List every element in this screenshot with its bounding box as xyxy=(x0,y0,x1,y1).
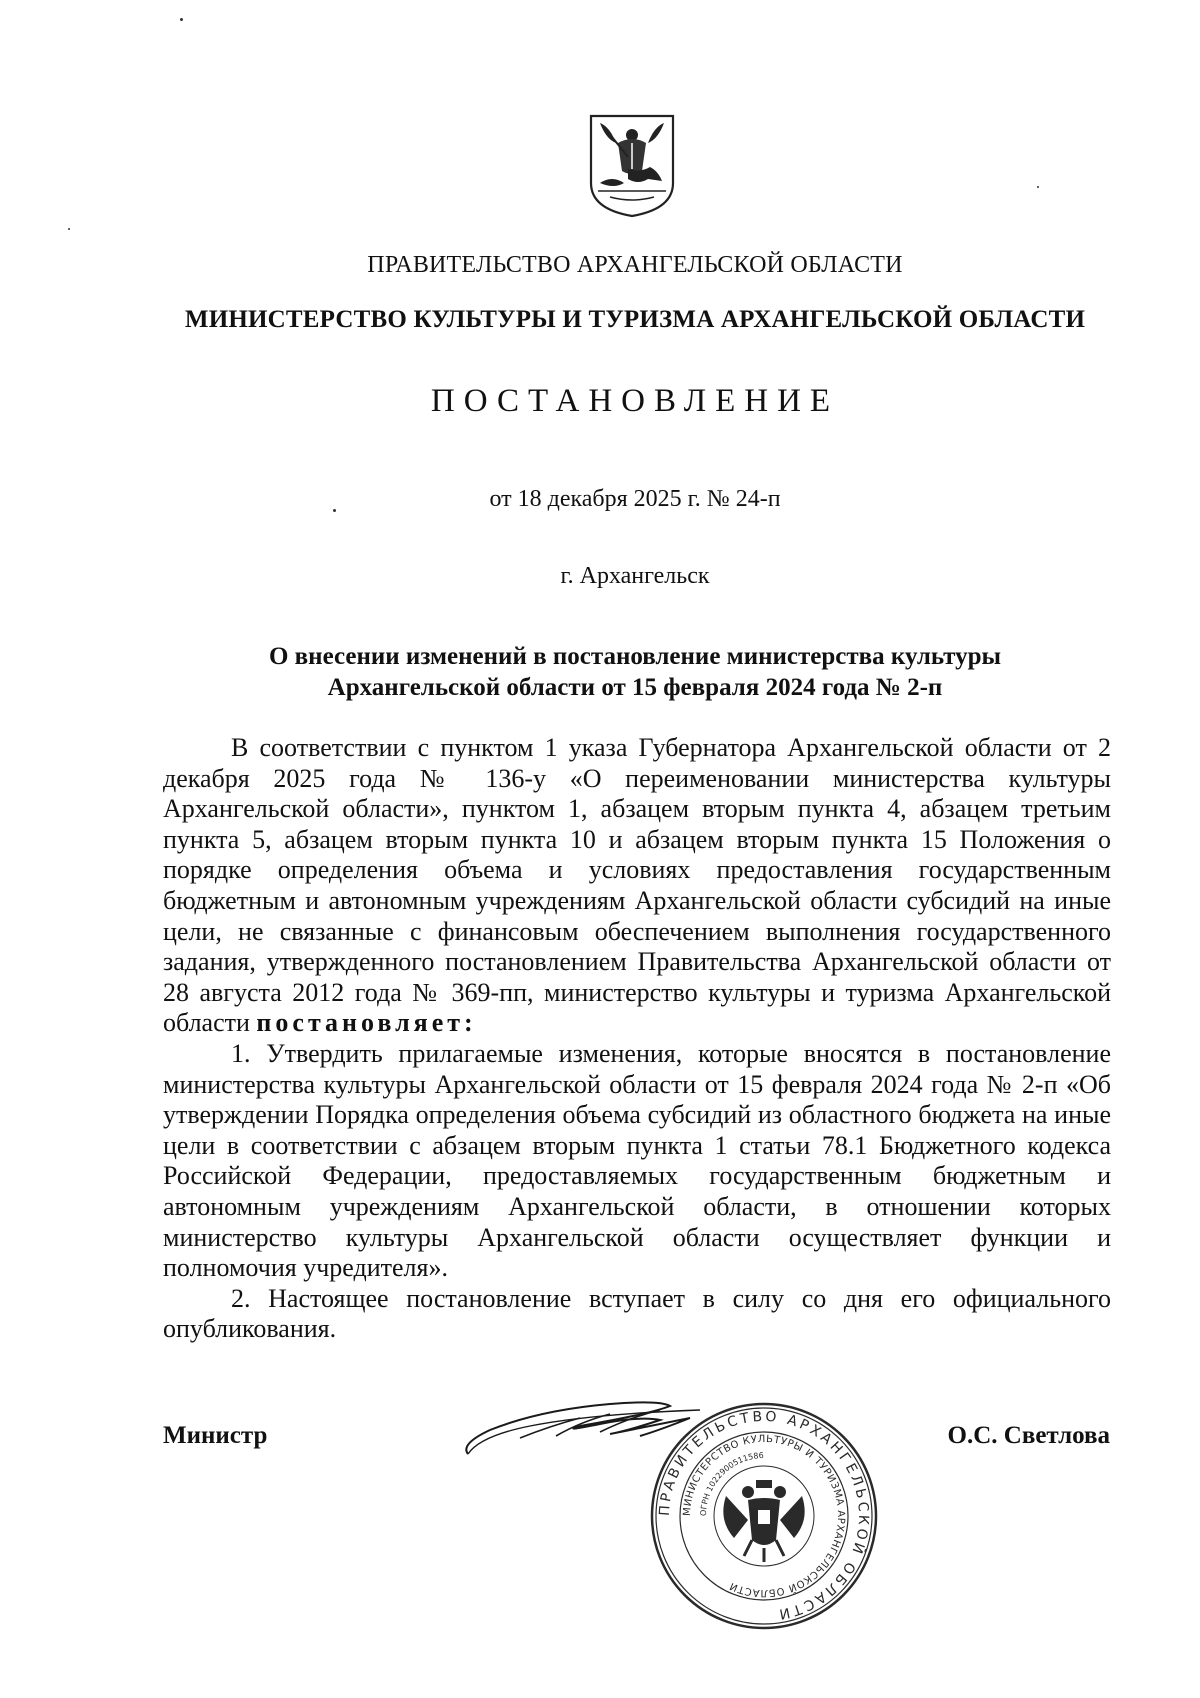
document-title-line-1: О внесении изменений в постановление министерства культуры xyxy=(268,643,1002,670)
preamble-paragraph xyxy=(163,733,1111,1039)
coat-of-arms-icon xyxy=(588,113,676,219)
item-1-paragraph: 1. Утвердить прилагаемые изменения, которые вносятся в постановление министерства культуры Архангельской области от 15 февраля 2024 года № 2-п «Об утверждении Порядка определения объема субсидий из областного бюджета на иные цели в соответствии с абзацем вторым пункта 1 статьи 78.1 Бюджетного кодекса Российской Федерации, предоставляемых государственным бюджетным и автономным учреждениям Архангельской области, в отношении которых министерство культуры Архангельской области осуществляет функции и полномочия учредителя». xyxy=(163,1038,1111,1283)
decree-colon: : xyxy=(464,1008,473,1038)
ministry-name: МИНИСТЕРСТВО КУЛЬТУРЫ И ТУРИЗМА АРХАНГЕЛЬСКОЙ ОБЛАСТИ xyxy=(184,306,1086,333)
document-type: ПОСТАНОВЛЕНИЕ xyxy=(430,383,840,419)
seal-inner-text: МИНИСТЕРСТВО КУЛЬТУРЫ И ТУРИЗМА АРХАНГЕЛЬСКОЙ ОБЛАСТИ xyxy=(681,1433,847,1599)
seal-outer-text: ПРАВИТЕЛЬСТВО АРХАНГЕЛЬСКОЙ ОБЛАСТИ xyxy=(656,1408,872,1623)
item-2-paragraph: 2. Настоящее постановление вступает в силу со дня его официального опубликования. xyxy=(163,1283,1111,1344)
scan-speck xyxy=(1037,186,1039,188)
official-seal xyxy=(648,1400,880,1632)
signatory-position: Министр xyxy=(163,1422,268,1449)
document-city: г. Архангельск xyxy=(560,563,710,589)
document-title-line-2: Архангельской области от 15 февраля 2024 года № 2-п xyxy=(327,674,943,701)
scan-speck xyxy=(333,509,336,512)
signatory-name: О.С. Светлова xyxy=(947,1422,1110,1449)
scan-speck xyxy=(68,228,70,230)
seal-code-text: ОГРН 1022900511586 xyxy=(698,1450,764,1517)
preamble-text: В соответствии с пунктом 1 указа Губернатора Архангельской области от 2 декабря 2025 года № 136-у «О переименовании министерства культуры Архангельской области», пунктом 1, абзацем вторым пункта 4, абзацем третьим пункта 5, абзацем вторым пункта 10 и абзацем вторым пункта 15 Положения о порядке определения объема и условиях предоставления государственным бюджетным и автономным учреждениям Архангельской области субсидий на иные цели, не связанные с финансовым обеспечением выполнения государственного задания, утвержденного постановлением Правительства Архангельской области от 28 августа 2012 года № 369-пп, министерство культуры и туризма Архангельской области xyxy=(163,733,1111,1038)
eagle-icon xyxy=(723,1480,804,1562)
government-name: ПРАВИТЕЛЬСТВО АРХАНГЕЛЬСКОЙ ОБЛАСТИ xyxy=(367,252,903,278)
scan-speck xyxy=(180,18,183,21)
decree-word: постановляет xyxy=(256,1008,465,1038)
document-title xyxy=(160,641,1110,703)
document-body xyxy=(163,733,1111,1345)
document-date-number: от 18 декабря 2025 г. № 24-п xyxy=(489,486,781,512)
